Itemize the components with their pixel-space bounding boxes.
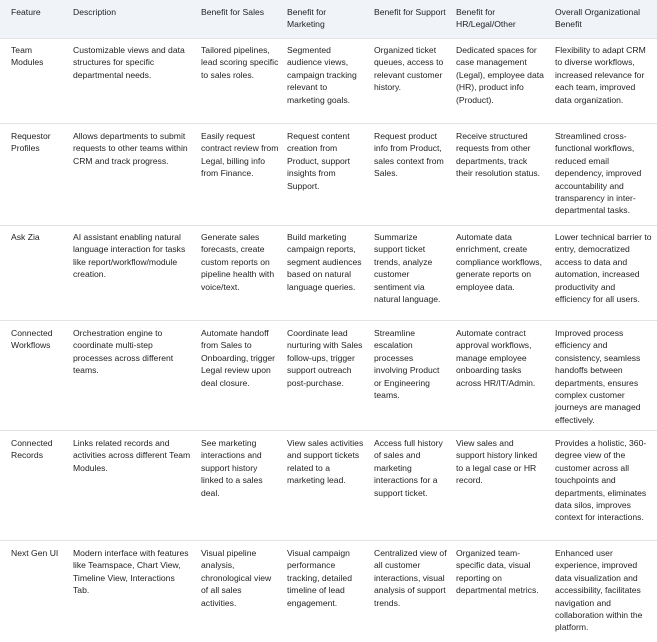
table-row — [0, 225, 657, 321]
table-row — [0, 38, 657, 124]
table-row — [0, 320, 657, 431]
table-row — [0, 540, 657, 642]
overall-benefit-cell: Streamlined cross-functional workflows, reduced email dependency, improved accountability and transparency in inter-departmental tasks. — [555, 131, 642, 216]
header-benefit-hr-legal-other: Benefit for HR/Legal/Other — [456, 7, 516, 30]
description-cell: Orchestration engine to coordinate multi-step processes across different teams. — [73, 328, 174, 376]
marketing-benefit-cell: View sales activities and support tickets related to a marketing lead. — [287, 438, 364, 486]
support-benefit-cell: Summarize support ticket trends, analyze customer sentiment via natural language. — [374, 232, 441, 305]
description-cell: Allows departments to submit requests to other teams within CRM and track progress. — [73, 131, 188, 166]
marketing-benefit-cell: Build marketing campaign reports, segment audiences based on natural language queries. — [287, 232, 362, 292]
hr-legal-other-benefit-cell: Organized team-specific data, visual reporting on departmental metrics. — [456, 548, 539, 596]
table-row — [0, 123, 657, 226]
hr-legal-other-benefit-cell: View sales and support history linked to a legal case or HR record. — [456, 438, 538, 486]
feature-cell: Connected Workflows — [11, 328, 53, 351]
header-description: Description — [73, 7, 116, 17]
description-cell: Modern interface with features like Teamspace, Chart View, Timeline View, Interactions Tab. — [73, 548, 189, 596]
hr-legal-other-benefit-cell: Receive structured requests from other departments, track their resolution status. — [456, 131, 541, 179]
table-header — [0, 0, 657, 38]
description-cell: Links related records and activities across different Team Modules. — [73, 438, 191, 473]
header-benefit-support: Benefit for Support — [374, 7, 446, 17]
overall-benefit-cell: Lower technical barrier to entry, democratized access to data and automation, increased productivity and efficiency for all users. — [555, 232, 652, 305]
header-benefit-marketing: Benefit for Marketing — [287, 7, 327, 30]
support-benefit-cell: Organized ticket queues, access to relevant customer history. — [374, 45, 444, 93]
sales-benefit-cell: Easily request contract review from Legal, billing info from Finance. — [201, 131, 279, 179]
support-benefit-cell: Request product info from Product, sales context from Sales. — [374, 131, 444, 179]
support-benefit-cell: Access full history of sales and marketing interactions for a support ticket. — [374, 438, 443, 498]
header-feature: Feature — [11, 7, 41, 17]
sales-benefit-cell: Visual pipeline analysis, chronological view of all sales activities. — [201, 548, 272, 608]
feature-cell: Next Gen UI — [11, 548, 59, 558]
overall-benefit-cell: Provides a holistic, 360-degree view of the customer across all touchpoints and departments, eliminates data silos, improves context for interactions. — [555, 438, 647, 523]
table-row — [0, 430, 657, 541]
marketing-benefit-cell: Request content creation from Product, support insights from Support. — [287, 131, 351, 191]
description-cell: AI assistant enabling natural language interaction for tasks like report/workflow/module creation. — [73, 232, 186, 280]
overall-benefit-cell: Improved process efficiency and consistency, seamless handoffs between departments, ensures complex customer journeys are managed effectively. — [555, 328, 641, 425]
hr-legal-other-benefit-cell: Automate contract approval workflows, manage employee onboarding tasks across HR/IT/Admin. — [456, 328, 536, 388]
marketing-benefit-cell: Segmented audience views, campaign tracking relevant to marketing goals. — [287, 45, 357, 105]
hr-legal-other-benefit-cell: Dedicated spaces for case management (Legal), employee data (HR), product info (Product). — [456, 45, 544, 105]
sales-benefit-cell: See marketing interactions and support history linked to a sales deal. — [201, 438, 263, 498]
feature-cell: Connected Records — [11, 438, 53, 461]
header-overall-benefit: Overall Organizational Benefit — [555, 7, 641, 30]
overall-benefit-cell: Enhanced user experience, improved data visualization and accessibility, facilitates navigation and collaboration within the platform. — [555, 548, 643, 633]
support-benefit-cell: Streamline escalation processes involving Product or Engineering teams. — [374, 328, 440, 401]
sales-benefit-cell: Tailored pipelines, lead scoring specific to sales roles. — [201, 45, 279, 80]
sales-benefit-cell: Generate sales forecasts, create custom reports on pipeline health with voice/text. — [201, 232, 275, 292]
support-benefit-cell: Centralized view of all customer interactions, visual analysis of support trends. — [374, 548, 447, 608]
sales-benefit-cell: Automate handoff from Sales to Onboarding, trigger Legal review upon deal closure. — [201, 328, 276, 388]
marketing-benefit-cell: Coordinate lead nurturing with Sales follow-ups, trigger support outreach post-purchase. — [287, 328, 363, 388]
hr-legal-other-benefit-cell: Automate data enrichment, create compliance workflows, generate reports on employee data. — [456, 232, 542, 292]
description-cell: Customizable views and data structures for specific departmental needs. — [73, 45, 185, 80]
header-benefit-sales: Benefit for Sales — [201, 7, 265, 17]
feature-cell: Requestor Profiles — [11, 131, 51, 154]
marketing-benefit-cell: Visual campaign performance tracking, detailed timeline of lead engagement. — [287, 548, 352, 608]
overall-benefit-cell: Flexibility to adapt CRM to diverse workflows, increased relevance for each team, improved data organization. — [555, 45, 646, 105]
feature-cell: Ask Zia — [11, 232, 40, 242]
feature-cell: Team Modules — [11, 45, 44, 68]
